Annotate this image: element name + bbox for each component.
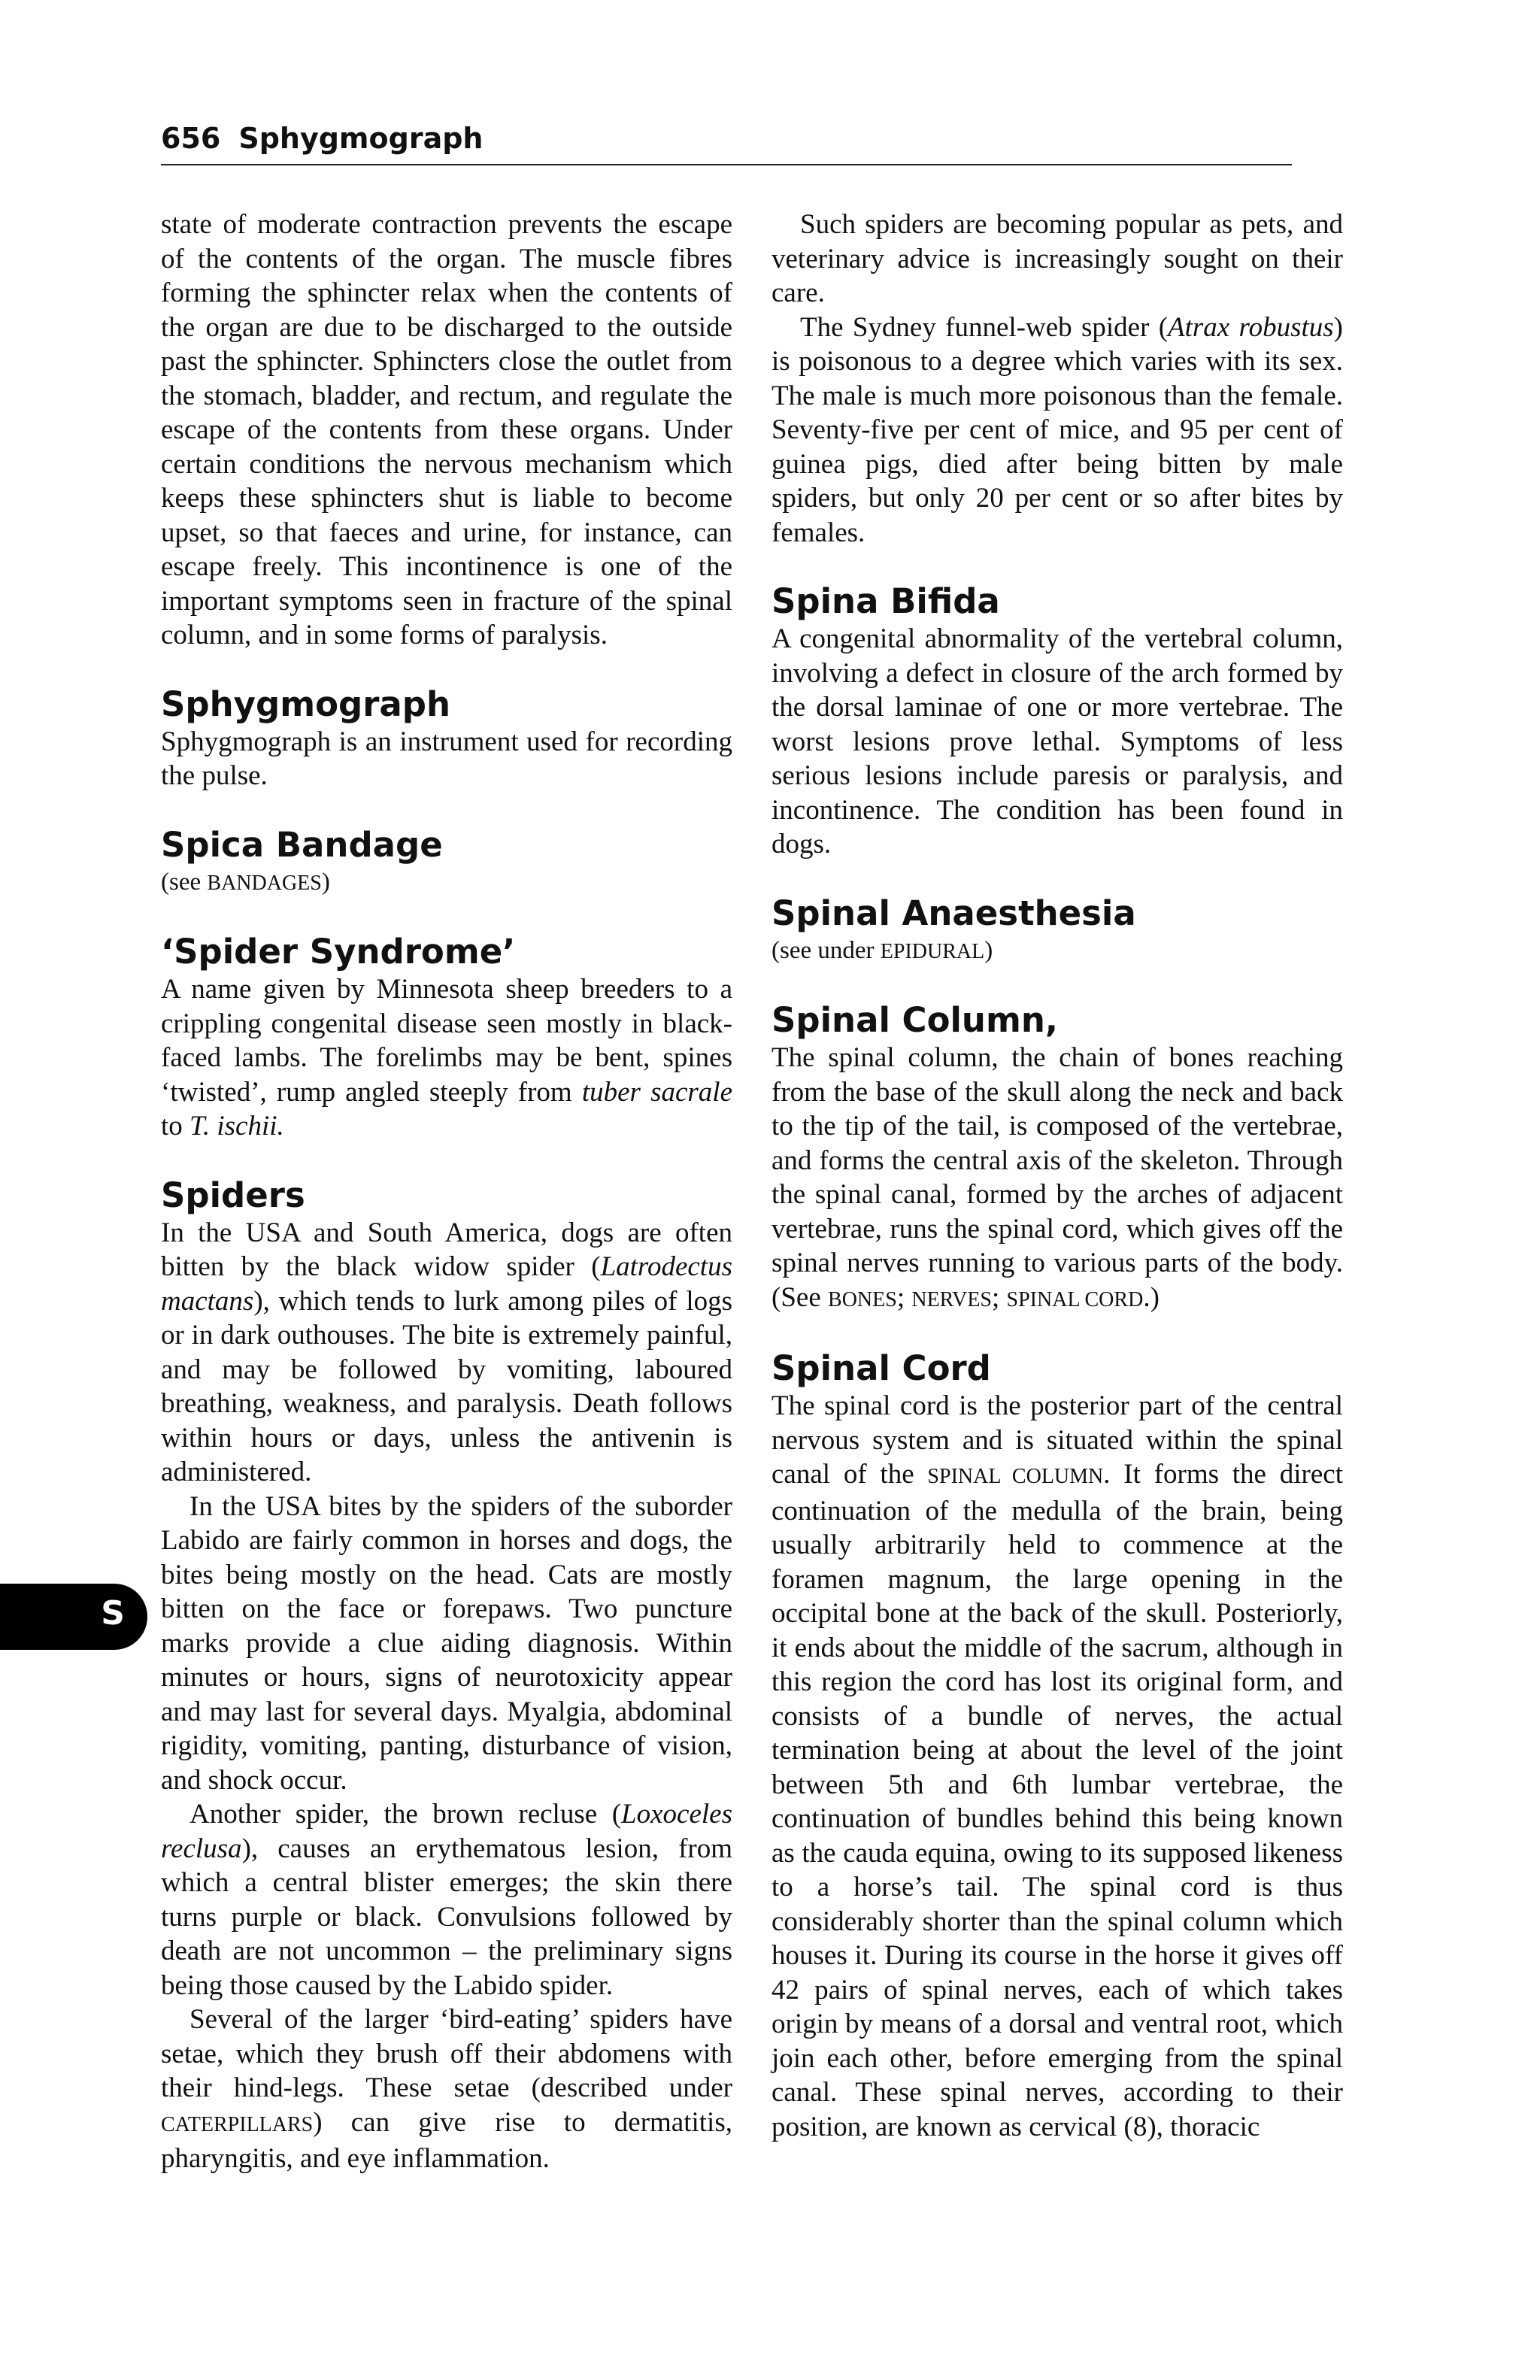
spica-cross-reference: (see BANDAGES) bbox=[161, 868, 330, 896]
spiders-paragraph-3: Another spider, the brown recluse (Loxoceles reclusa), causes an erythematous lesion, from which a central blister emerges; the skin there turns purple or black. Convulsions followed by death are not uncommon – the preliminary signs being those caused by the Labido spider. bbox=[161, 1799, 732, 2001]
left-column bbox=[161, 208, 732, 2176]
heading-sphygmograph: Sphygmograph bbox=[161, 684, 451, 724]
continued-paragraph: state of moderate contraction prevents the escape of the contents of the organ. The muscle fibres forming the sphincter relax when the contents of the organ are due to be discharged to the outside past the sphincter. Sphincters close the outlet from the stomach, bladder, and rectum, and regulate the escape of the contents from these organs. Under certain conditions the nervous mechanism which keeps these sphincters shut is liable to become upset, so that faeces and urine, for instance, can escape freely. This incontinence is one of the important symptoms seen in fracture of the spinal column, and in some forms of paralysis. bbox=[161, 209, 732, 650]
thumb-index-tab bbox=[0, 1584, 147, 1650]
thumb-index-letter: S bbox=[101, 1594, 125, 1633]
spiders-paragraph-6: The Sydney funnel-web spider (Atrax robustus) is poisonous to a degree which varies with its sex. The male is much more poisonous than the female. Seventy-five per cent of mice, and 95 per cent of guinea pigs, died after being bitten by male spiders, but only 20 per cent or so after bites by females. bbox=[772, 311, 1343, 548]
cross-ref-link: BANDAGES bbox=[207, 871, 322, 895]
spiders-paragraph-5: Such spiders are becoming popular as pets, and veterinary advice is increasingly sought on their care. bbox=[772, 209, 1343, 308]
heading-spider-syndrome: ‘Spider Syndrome’ bbox=[161, 932, 516, 972]
heading-spina-bifida: Spina Bifida bbox=[772, 581, 1000, 621]
heading-spinal-column: Spinal Column, bbox=[772, 1000, 1058, 1040]
heading-spinal-cord: Spinal Cord bbox=[772, 1348, 991, 1388]
spinal-cord-text: The spinal cord is the posterior part of the central nervous system and is situated within the spinal canal of the SPINAL COLUMN. It forms the direct continuation of the medulla of the brain, being usually arbitrarily held to commence at the foramen magnum, the large opening in the occipital bone at the back of the skull. Posteriorly, it ends about the middle of the sacrum, although in this region the cord has lost its original form, and consists of a bundle of nerves, the actual termination being at about the level of the joint between 5th and 6th lumbar vertebrae, the continuation of bundles behind this being known as the cauda equina, owing to its supposed likeness to a horse’s tail. The spinal cord is thus considerably shorter than the spinal column which houses it. During its course in the horse it gives off 42 pairs of spinal nerves, each of which takes origin by means of a dorsal and ventral root, which join each other, before emerging from the spinal canal. These spinal nerves, according to their position, are known as cervical (8), thoracic bbox=[772, 1390, 1343, 2142]
spider-syndrome-text: A name given by Minnesota sheep breeders to a crippling congenital disease seen mostly in black-faced lambs. The forelimbs may be bent, spines ‘twisted’, rump angled steeply from tuber sacrale to T. ischii. bbox=[161, 974, 732, 1141]
spiders-paragraph-1: In the USA and South America, dogs are often bitten by the black widow spider (Latrodectus mactans), which tends to lurk among piles of logs or in dark outhouses. The bite is extremely painful, and may be followed by vomiting, laboured breathing, weakness, and paralysis. Death follows within hours or days, unless the antivenin is administered. bbox=[161, 1217, 732, 1487]
heading-spiders: Spiders bbox=[161, 1175, 305, 1215]
right-column bbox=[772, 208, 1343, 2144]
heading-spica-bandage: Spica Bandage bbox=[161, 824, 443, 865]
sphygmograph-text: Sphygmograph is an instrument used for recording the pulse. bbox=[161, 726, 732, 791]
page-number: 656 bbox=[161, 122, 221, 155]
spiders-paragraph-4: Several of the larger ‘bird-eating’ spiders have setae, which they brush off their abdomens with their hind-legs. These setae (described under CATERPILLARS) can give rise to dermatitis, pharyngitis, and eye inflammation. bbox=[161, 2004, 732, 2174]
running-title: Sphygmograph bbox=[238, 122, 484, 155]
spiders-paragraph-2: In the USA bites by the spiders of the suborder Labido are fairly common in horses and dogs, the bites being mostly on the head. Cats are mostly bitten on the face or forepaws. Two puncture marks provide a clue aiding diagnosis. Within minutes or hours, signs of neurotoxicity appear and may last for several days. Myalgia, abdominal rigidity, vomiting, panting, disturbance of vision, and shock occur. bbox=[161, 1490, 732, 1796]
heading-spinal-anaesthesia: Spinal Anaesthesia bbox=[772, 893, 1136, 933]
spinal-anaesthesia-cross-reference: (see under EPIDURAL) bbox=[772, 936, 993, 964]
spinal-column-text: The spinal column, the chain of bones reaching from the base of the skull along the neck and back to the tip of the tail, is composed of the vertebrae, and forms the central axis of the skeleton. Through the spinal canal, formed by the arches of adjacent vertebrae, runs the spinal cord, which gives off the spinal nerves running to various parts of the body. (See BONES; NERVES; SPINAL CORD.) bbox=[772, 1042, 1343, 1313]
running-header bbox=[161, 122, 1292, 165]
spina-bifida-text: A congenital abnormality of the vertebral column, involving a defect in closure of the arch formed by the dorsal laminae of one or more vertebrae. The worst lesions prove lethal. Symptoms of less serious lesions include paresis or paralysis, and incontinence. The condition has been found in dogs. bbox=[772, 623, 1343, 860]
